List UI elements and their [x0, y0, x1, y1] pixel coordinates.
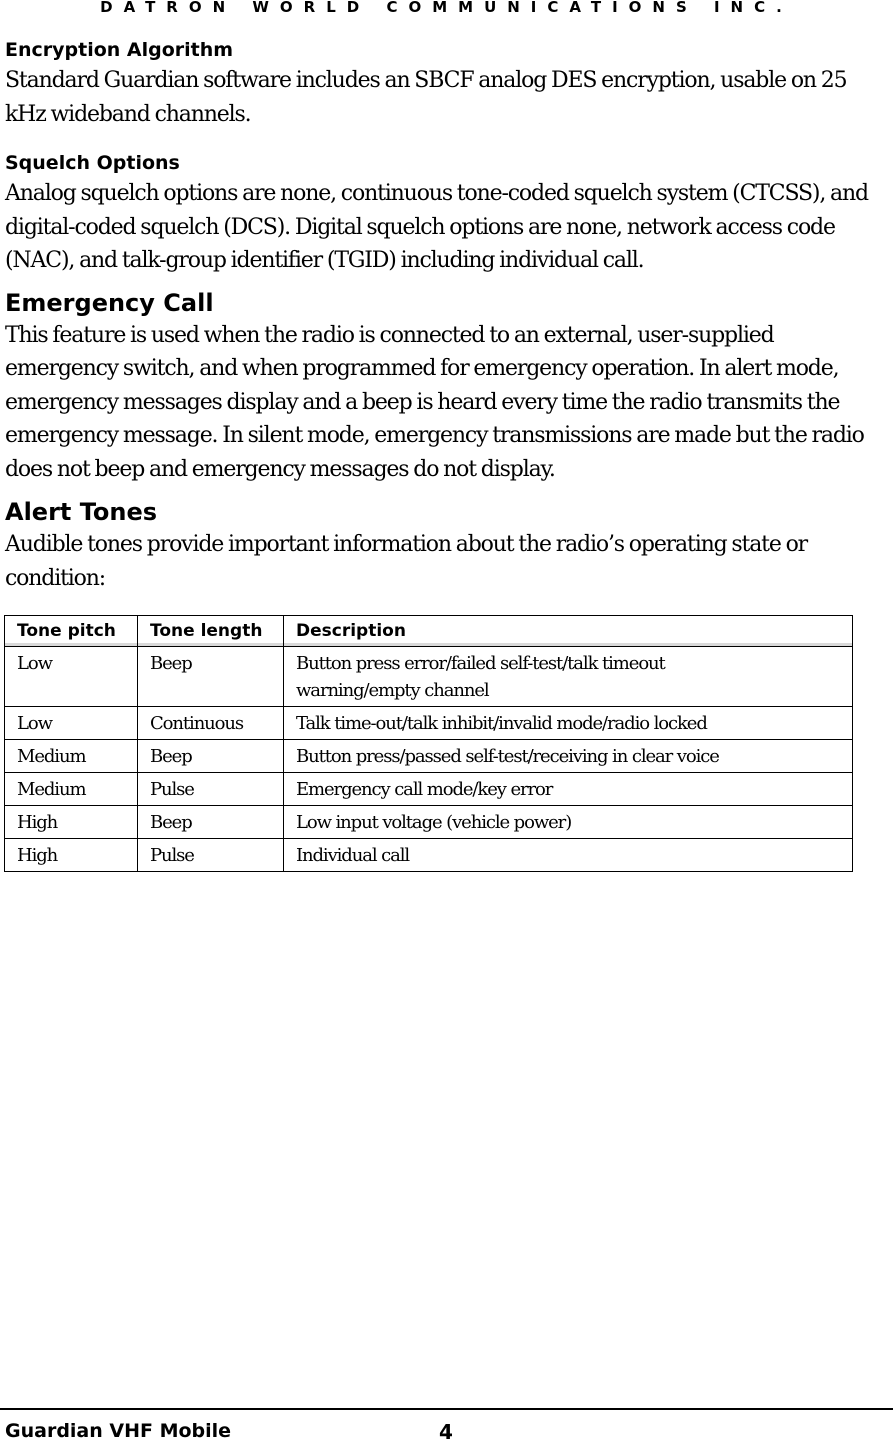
table-header-row [5, 616, 853, 647]
cell-description: Individual call [284, 839, 853, 872]
header-description: Description [284, 616, 853, 647]
cell-tone-pitch: High [5, 806, 138, 839]
header-tone-pitch: Tone pitch [5, 616, 138, 647]
alert-tones-table [4, 615, 853, 872]
table-row [5, 740, 853, 773]
emergency-heading: Emergency Call [5, 288, 214, 317]
table-row [5, 647, 853, 707]
document-body [5, 36, 885, 872]
alert-tones-paragraph: Audible tones provide important information about the radio’s operating state or condition: [5, 532, 808, 591]
cell-tone-length: Beep [138, 647, 284, 707]
cell-description: Button press/passed self-test/receiving in clear voice [284, 740, 853, 773]
cell-tone-pitch: Low [5, 647, 138, 707]
cell-description: Talk time-out/talk inhibit/invalid mode/radio locked [284, 707, 853, 740]
cell-tone-length: Pulse [138, 773, 284, 806]
cell-tone-length: Continuous [138, 707, 284, 740]
table-row [5, 806, 853, 839]
cell-tone-pitch: Medium [5, 773, 138, 806]
encryption-paragraph: Standard Guardian software includes an SBCF analog DES encryption, usable on 25 kHz wideband channels. [5, 68, 847, 127]
page-number: 4 [439, 1420, 453, 1444]
cell-tone-pitch: Low [5, 707, 138, 740]
emergency-paragraph: This feature is used when the radio is connected to an external, user-supplied emergency switch, and when programmed for emergency operation. In alert mode, emergency messages display and a beep is heard every time the radio transmits the emergency message. In silent mode, emergency transmissions are made but the radio does not beep and emergency messages do not display. [5, 322, 864, 482]
cell-tone-pitch: High [5, 839, 138, 872]
cell-description: Emergency call mode/key error [284, 773, 853, 806]
cell-tone-pitch: Medium [5, 740, 138, 773]
cell-description: Button press error/failed self-test/talk timeout warning/empty channel [284, 647, 853, 707]
cell-tone-length: Beep [138, 740, 284, 773]
cell-tone-length: Pulse [138, 839, 284, 872]
page-header: DATRON WORLD COMMUNICATIONS INC. [100, 0, 793, 16]
table-row [5, 773, 853, 806]
squelch-paragraph: Analog squelch options are none, continuous tone-coded squelch system (CTCSS), and digital-coded squelch (DCS). Digital squelch options are none, network access code (NAC), and talk-group identifier (TGID) including individual call. [5, 181, 868, 273]
footer-document-title: Guardian VHF Mobile [5, 1420, 232, 1442]
footer-divider [0, 1408, 893, 1410]
table-row [5, 839, 853, 872]
cell-tone-length: Beep [138, 806, 284, 839]
encryption-heading: Encryption Algorithm [5, 39, 234, 61]
cell-description: Low input voltage (vehicle power) [284, 806, 853, 839]
header-tone-length: Tone length [138, 616, 284, 647]
alert-tones-heading: Alert Tones [5, 498, 158, 526]
table-row [5, 707, 853, 740]
squelch-heading: Squelch Options [5, 152, 180, 174]
